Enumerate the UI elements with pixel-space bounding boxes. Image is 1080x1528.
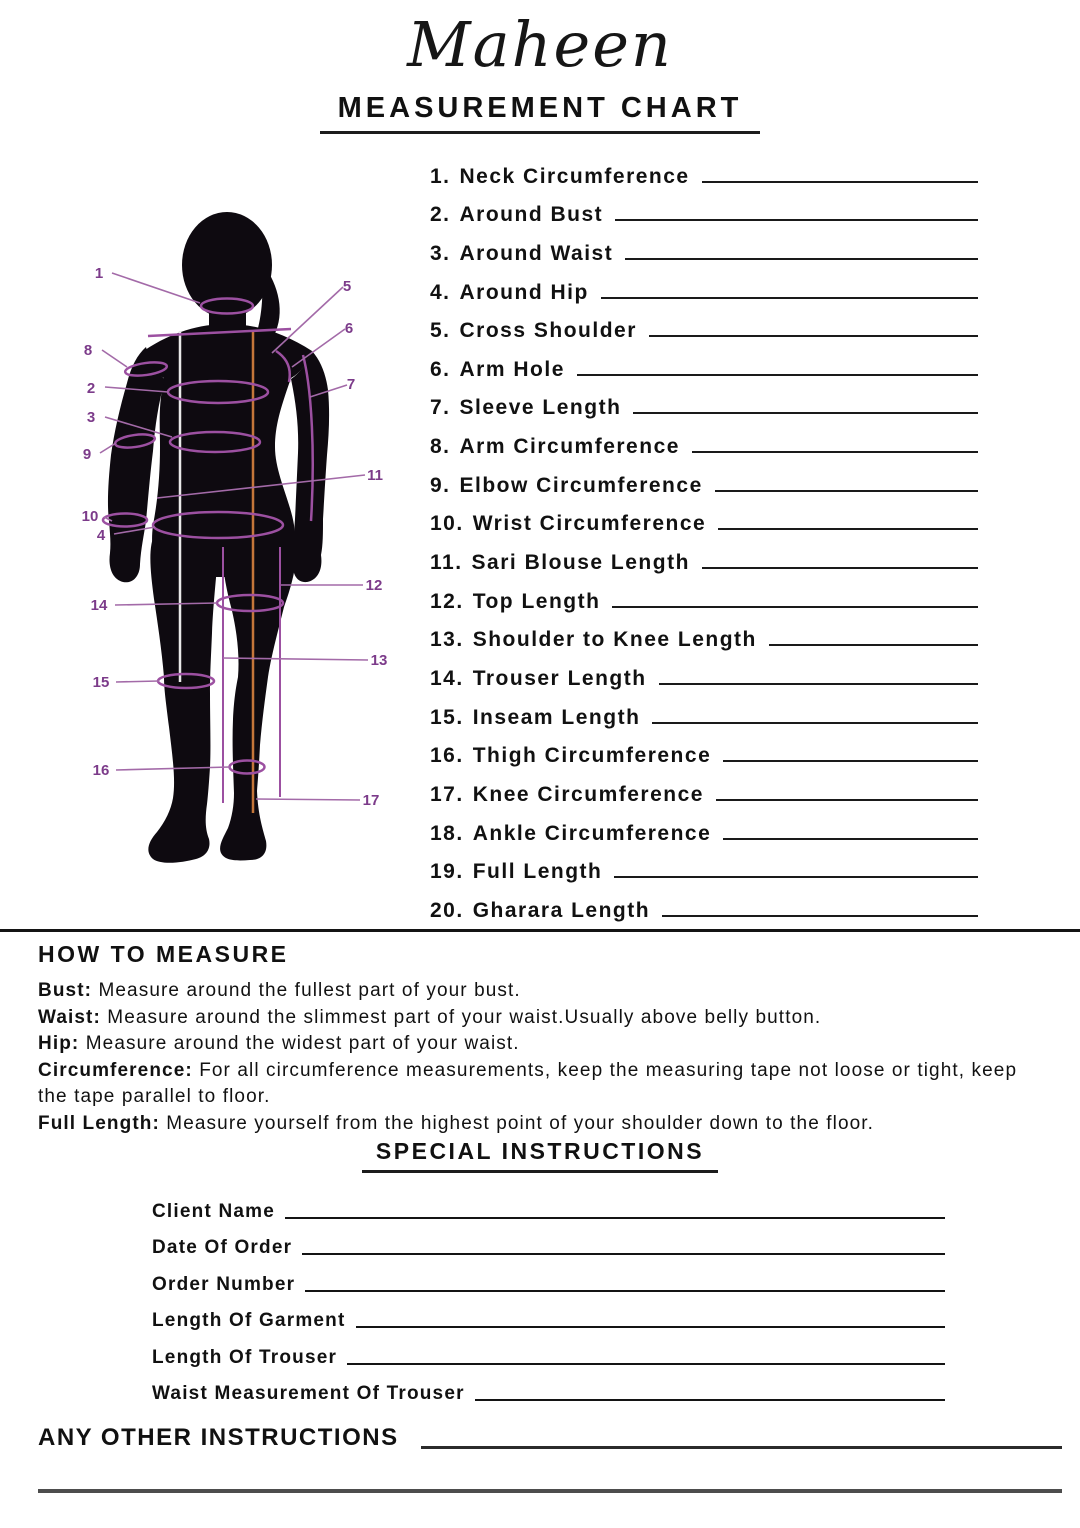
row-number: 12.: [430, 589, 464, 613]
row-number: 5.: [430, 319, 451, 343]
fill-in-line: [356, 1326, 945, 1328]
measurement-row: [430, 189, 978, 228]
row-label: Arm Hole: [459, 357, 565, 381]
row-label: Thigh Circumference: [472, 744, 712, 768]
callout-16: 16: [92, 762, 110, 779]
row-number: 1.: [430, 164, 451, 188]
callout-1: 1: [94, 265, 104, 282]
form-field-row: [152, 1369, 945, 1406]
field-label: Waist Measurement Of Trouser: [152, 1383, 465, 1404]
callout-3: 3: [86, 409, 96, 426]
howto-text: Measure around the widest part of your waist.: [85, 1033, 520, 1054]
measurement-row: [430, 846, 978, 885]
fill-in-line: [659, 683, 978, 685]
fill-in-line: [577, 374, 978, 376]
callout-9: 9: [82, 446, 92, 463]
row-number: 14.: [430, 666, 464, 690]
row-label: Gharara Length: [472, 898, 651, 922]
row-label: Elbow Circumference: [459, 473, 703, 497]
form-field-row: [152, 1186, 945, 1223]
row-number: 3.: [430, 241, 451, 265]
field-label: Length Of Trouser: [152, 1346, 338, 1368]
howto-term: Circumference:: [38, 1059, 193, 1081]
body-measurement-figure: [60, 205, 400, 905]
row-label: Sleeve Length: [459, 396, 622, 420]
howto-term: Bust:: [38, 980, 93, 1001]
howto-term: Full Length:: [38, 1112, 160, 1134]
form-field-row: [152, 1259, 945, 1296]
fill-in-line: [285, 1217, 945, 1219]
any-other-instructions-row: [38, 1424, 1062, 1452]
fill-in-line: [612, 606, 978, 608]
fill-in-line: [649, 335, 978, 337]
bottom-fill-in-line: [38, 1489, 1062, 1493]
page-title: MEASUREMENT CHART: [320, 92, 761, 134]
form-field-row: [152, 1332, 945, 1369]
fill-in-line: [305, 1290, 945, 1292]
fill-in-line: [633, 412, 978, 414]
measurement-row: [430, 498, 978, 537]
fill-in-line: [723, 838, 978, 840]
fill-in-line: [692, 451, 978, 453]
brand-logo: Maheen: [407, 8, 673, 81]
special-instructions-fields: [152, 1186, 945, 1405]
fill-in-line: [718, 528, 978, 530]
howto-item: [38, 1111, 1050, 1138]
callout-12: 12: [365, 577, 383, 594]
field-label: Date Of Order: [152, 1237, 293, 1258]
fill-in-line: [662, 915, 978, 917]
howto-item: [38, 978, 1050, 1005]
row-number: 20.: [430, 898, 464, 922]
callout-11: 11: [367, 467, 383, 484]
row-label: Around Hip: [459, 280, 589, 304]
fill-in-line: [716, 799, 978, 801]
fill-in-line: [625, 258, 978, 260]
field-label: Length Of Garment: [152, 1310, 346, 1331]
fill-in-line: [769, 644, 978, 646]
howto-text: Measure yourself from the highest point of your shoulder down to the floor.: [166, 1112, 875, 1134]
row-number: 6.: [430, 357, 451, 381]
measurement-row: [430, 536, 978, 575]
row-label: Around Bust: [459, 203, 604, 227]
callout-8: 8: [83, 342, 93, 359]
callout-6: 6: [344, 320, 354, 337]
field-label: Order Number: [152, 1273, 296, 1295]
callout-7: 7: [346, 376, 356, 393]
fill-in-line: [615, 219, 978, 221]
section-divider: [0, 929, 1080, 932]
row-number: 16.: [430, 744, 464, 768]
row-number: 4.: [430, 280, 451, 304]
measurement-row: [430, 343, 978, 382]
measurement-row: [430, 382, 978, 421]
callout-14: 14: [90, 597, 108, 614]
callout-2: 2: [86, 380, 96, 397]
measurement-row: [430, 768, 978, 807]
callout-5: 5: [342, 278, 352, 295]
special-instructions-heading: SPECIAL INSTRUCTIONS: [362, 1138, 718, 1173]
callout-15: 15: [92, 674, 110, 691]
howto-item: [38, 1031, 1050, 1058]
fill-in-line: [347, 1363, 945, 1365]
row-label: Ankle Circumference: [472, 821, 712, 845]
fill-in-line: [652, 722, 978, 724]
row-number: 9.: [430, 473, 451, 497]
form-field-row: [152, 1296, 945, 1333]
fill-in-line: [715, 490, 978, 492]
row-number: 17.: [430, 782, 464, 806]
measurement-row: [430, 807, 978, 846]
fill-in-line: [475, 1399, 945, 1401]
fill-in-line: [702, 567, 978, 569]
row-label: Full Length: [472, 860, 603, 884]
row-number: 10.: [430, 512, 464, 536]
callout-13: 13: [370, 652, 388, 669]
measurement-row: [430, 420, 978, 459]
measurement-row: [430, 266, 978, 305]
fill-in-line: [614, 876, 978, 878]
row-number: 18.: [430, 821, 464, 845]
measurement-row: [430, 227, 978, 266]
row-label: Inseam Length: [472, 705, 641, 729]
row-label: Knee Circumference: [472, 782, 704, 806]
fill-in-line: [421, 1446, 1062, 1449]
measurement-list: [430, 150, 978, 923]
any-other-instructions-label: ANY OTHER INSTRUCTIONS: [38, 1424, 399, 1451]
measurement-row: [430, 305, 978, 344]
howto-term: Waist:: [38, 1006, 101, 1028]
how-to-measure-heading: HOW TO MEASURE: [38, 941, 289, 967]
row-label: Sari Blouse Length: [471, 551, 690, 575]
row-number: 11.: [430, 551, 463, 575]
callout-4: 4: [96, 527, 106, 544]
howto-item: [38, 1005, 1050, 1032]
callout-17: 17: [362, 792, 380, 809]
howto-text: Measure around the slimmest part of your waist.Usually above belly button.: [107, 1006, 822, 1028]
callout-10: 10: [81, 508, 99, 525]
row-number: 19.: [430, 860, 464, 884]
measurement-row: [430, 691, 978, 730]
special-instructions-heading-wrap: [0, 1138, 1080, 1173]
row-label: Around Waist: [459, 241, 614, 265]
row-label: Wrist Circumference: [472, 512, 707, 536]
measurement-row: [430, 884, 978, 923]
howto-text: For all circumference measurements, keep the measuring tape not loose or tight, keep the tape parallel to floor.: [38, 1059, 1018, 1107]
row-label: Neck Circumference: [459, 164, 690, 188]
measurement-row: [430, 459, 978, 498]
row-label: Arm Circumference: [459, 435, 680, 459]
fill-in-line: [702, 181, 978, 183]
row-label: Shoulder to Knee Length: [472, 628, 757, 652]
howto-item: [38, 1058, 1050, 1111]
page-title-wrap: [0, 92, 1080, 134]
fill-in-line: [302, 1253, 945, 1255]
row-label: Cross Shoulder: [459, 319, 637, 343]
howto-text: Measure around the fullest part of your bust.: [98, 980, 521, 1001]
measurement-row: [430, 575, 978, 614]
row-number: 8.: [430, 435, 451, 459]
row-number: 2.: [430, 203, 451, 227]
how-to-measure-section: [38, 941, 1050, 1137]
row-label: Trouser Length: [472, 666, 647, 690]
howto-term: Hip:: [38, 1033, 80, 1054]
fill-in-line: [723, 760, 978, 762]
row-number: 7.: [430, 396, 451, 420]
row-number: 15.: [430, 705, 464, 729]
form-field-row: [152, 1223, 945, 1260]
fill-in-line: [601, 297, 978, 299]
row-label: Top Length: [472, 589, 601, 613]
field-label: Client Name: [152, 1200, 276, 1222]
measurement-row: [430, 614, 978, 653]
measurement-row: [430, 150, 978, 189]
row-number: 13.: [430, 628, 464, 652]
measurement-row: [430, 730, 978, 769]
measurement-row: [430, 652, 978, 691]
